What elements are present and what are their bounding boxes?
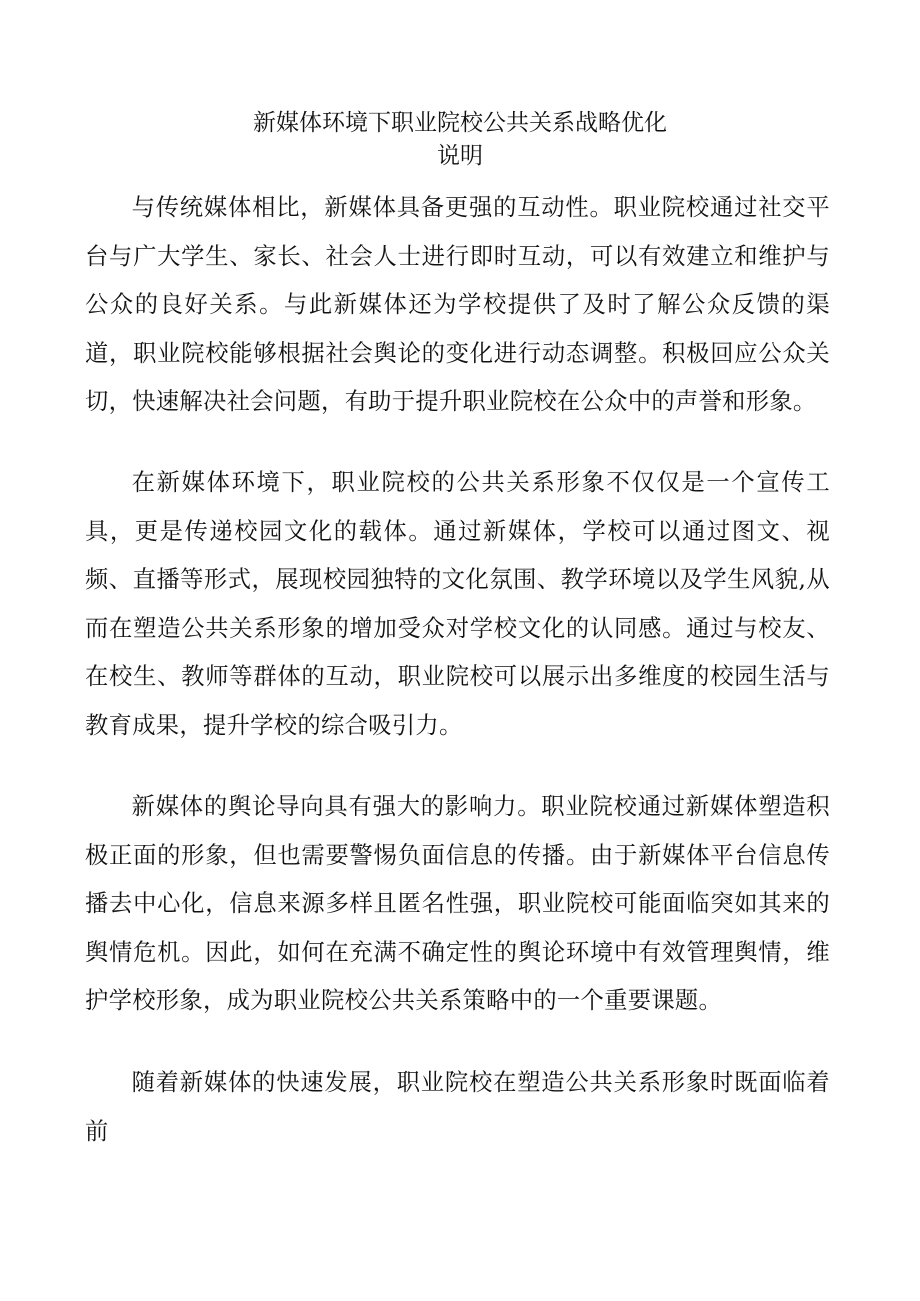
paragraph-3: 新媒体的舆论导向具有强大的影响力。职业院校通过新媒体塑造积极正面的形象，但也需要警惕负面信息的传播。由于新媒体平台信息传播去中心化，信息来源多样且匿名性强，职业院校可能面临突如其来的舆情危机。因此，如何在充满不确定性的舆论环境中有效管理舆情，维护学校形象，成为职业院校公共关系策略中的一个重要课题。 [85,793,830,1015]
document-title: 新媒体环境下职业院校公共关系战略优化 [253,110,667,136]
paragraph-1: 与传统媒体相比，新媒体具备更强的互动性。职业院校通过社交平台与广大学生、家长、社会人士进行即时互动，可以有效建立和维护与公众的良好关系。与此新媒体还为学校提供了及时了解公众反馈的渠道，职业院校能够根据社会舆论的变化进行动态调整。积极回应公众关切，快速解决社会问题，有助于提升职业院校在公众中的声誉和形象。 [85,194,830,416]
paragraph-4: 随着新媒体的快速发展，职业院校在塑造公共关系形象时既面临着前 [85,1069,830,1145]
paragraph-2: 在新媒体环境下，职业院校的公共关系形象不仅仅是一个宣传工具，更是传递校园文化的载体。通过新媒体，学校可以通过图文、视频、直播等形式，展现校园独特的文化氛围、教学环境以及学生风貌,从而在塑造公共关系形象的增加受众对学校文化的认同感。通过与校友、在校生、教师等群体的互动，职业院校可以展示出多维度的校园生活与教育成果，提升学校的综合吸引力。 [85,469,830,739]
document-subtitle: 说明 [437,143,483,169]
